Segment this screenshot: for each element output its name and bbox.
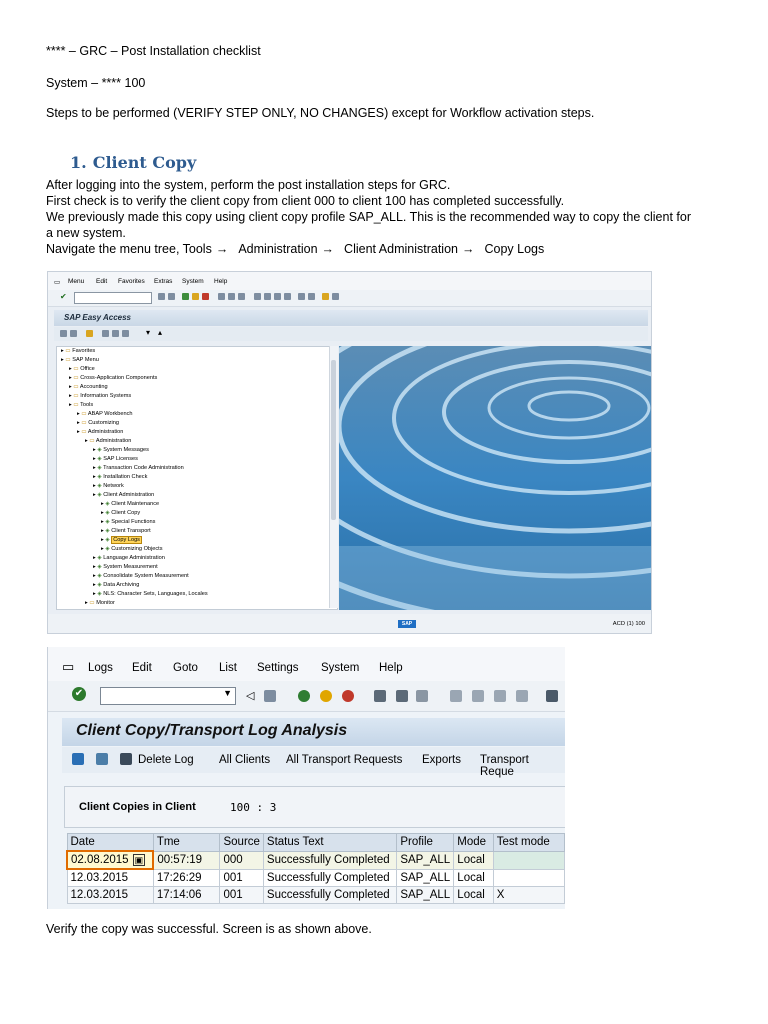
col-date[interactable]: Date [67,834,153,852]
expand-icon[interactable]: ▸ [61,348,66,354]
s1-command-field[interactable] [74,292,152,304]
s1-system-info[interactable]: ACD (1) 100 [612,621,645,627]
tree-node[interactable] [61,356,99,365]
transaction-icon: ◈ [97,564,104,570]
s1-menu-item[interactable]: Edit [96,278,108,285]
client-copies-count: 100 : 3 [230,801,277,814]
s2-command-field[interactable] [100,687,236,705]
folder-icon: ▭ [65,348,73,354]
folder-icon: ▭ [81,411,88,417]
s1-title-bar [54,310,648,326]
expand-icon[interactable]: ▸ [101,528,106,534]
section-heading [70,153,196,172]
transaction-icon: ◈ [97,582,104,588]
transaction-icon: ◈ [97,483,104,489]
cancel-icon[interactable] [202,293,209,300]
find-icon[interactable] [228,293,235,300]
add-favorite-icon[interactable] [102,330,109,337]
table-row[interactable] [67,851,565,869]
tree-node-label: ABAP Workbench [87,411,133,417]
para-3b: a new system. [46,226,126,240]
tree-node[interactable] [101,518,155,527]
table-header-row [67,834,565,852]
col-status[interactable]: Status Text [263,834,396,852]
tree-node-label: Client Maintenance [111,501,160,507]
s1-menu-item[interactable]: Menu [68,278,85,285]
cell-status: Successfully Completed [263,851,396,869]
s2-menu-system[interactable]: System [321,662,360,674]
tree-node-label: Installation Check [103,474,148,480]
expand-icon[interactable]: ▸ [69,393,74,399]
col-source[interactable]: Source [220,834,263,852]
cell-time: 17:14:06 [153,887,220,904]
print-icon[interactable] [374,690,386,702]
transaction-icon: ◈ [105,501,112,507]
expand-icon[interactable]: ▸ [69,366,74,372]
s1-title: SAP Easy Access [64,313,132,322]
transaction-icon: ◈ [105,528,112,534]
cell-test-mode [493,869,564,887]
cell-time: 17:26:29 [153,869,220,887]
s2-menu-settings[interactable]: Settings [257,662,299,674]
tree-node-label: Language Administration [103,555,165,561]
expand-icon[interactable]: ▸ [93,492,98,498]
s1-menu-item[interactable]: Help [214,278,228,285]
tree-node-label: Office [80,366,95,372]
tree-scrollbar[interactable] [329,346,338,608]
cell-date: 12.03.2015 [67,887,153,904]
expand-icon[interactable]: ▸ [101,546,106,552]
expand-icon[interactable]: ▸ [93,456,98,462]
tree-node[interactable] [69,401,93,410]
expand-icon[interactable]: ▸ [101,519,106,525]
tree-node-label: Client Copy [111,510,141,516]
tree-node[interactable] [93,563,158,572]
nav-step-administration: Administration [238,242,318,256]
expand-icon[interactable]: ▸ [93,591,98,597]
para-1: After logging into the system, perform the post installation steps for GRC. [46,178,451,192]
transaction-icon: ◈ [97,573,104,579]
expand-icon[interactable]: ▸ [69,384,74,390]
delete-favorite-icon[interactable] [112,330,119,337]
tree-node-label: Client Transport [111,528,151,534]
expand-icon[interactable]: ▸ [93,573,98,579]
refresh-icon[interactable] [72,753,84,765]
para-3a: We previously made this copy using client copy profile SAP_ALL. This is the recommended way to copy the client for [46,210,691,224]
s2-menu-help[interactable]: Help [379,662,403,674]
help-icon[interactable] [322,293,329,300]
tree-node-label: System Messages [103,447,149,453]
tree-node-label: SAP Menu [72,357,99,363]
verify-note: Verify the copy was successful. Screen is as shown above. [46,922,372,936]
folder-icon: ▭ [65,357,73,363]
user-menu-icon[interactable] [70,330,77,337]
arrow-icon: → [321,242,335,256]
s2-menu-goto[interactable]: Goto [173,662,198,674]
nav-path [46,242,544,257]
cell-profile: SAP_ALL [397,869,454,887]
tree-node-label: Customizing [88,420,119,426]
transport-requests-button[interactable]: Transport Reque [480,754,529,778]
find-next-icon[interactable] [416,690,428,702]
folder-icon: ▭ [73,366,81,372]
new-session-icon[interactable] [546,690,558,702]
value-help-icon[interactable]: ▣ [134,855,144,865]
tree-node-label: Copy Logs [113,537,140,543]
arrow-icon: → [215,242,229,256]
page-icon[interactable] [254,293,261,300]
col-test-mode[interactable]: Test mode [493,834,564,852]
last-page-icon[interactable] [516,690,528,702]
sap-easy-access-screenshot [47,271,652,634]
expand-icon[interactable]: ▸ [93,447,98,453]
back-icon[interactable] [158,293,165,300]
check-icon[interactable]: ✔ [60,292,67,301]
tree-node-label: Client Administration [103,492,155,498]
s2-menu-edit[interactable]: Edit [132,662,152,674]
cell-mode: Local [454,851,493,869]
expand-icon[interactable]: ▸ [85,438,90,444]
expand-icon[interactable]: ▸ [93,483,98,489]
folder-icon: ▭ [89,600,97,606]
tree-node-label: Administration [95,438,132,444]
nav-step-copy-logs: Copy Logs [484,242,545,256]
save-icon[interactable] [168,293,175,300]
s1-window-icon: ▭ [54,279,61,286]
tree-node-label: Accounting [79,384,108,390]
tree-node[interactable] [77,428,123,437]
cell-profile: SAP_ALL [397,887,454,904]
tree-node-label: Favorites [72,348,96,354]
tree-node-label: Monitor [96,600,115,606]
tree-node-label: Information Systems [80,393,132,399]
tree-node[interactable] [69,383,108,392]
s2-window-icon: ▭ [62,659,75,674]
delete-log-button[interactable]: Delete Log [138,754,194,766]
cell-source: 001 [220,869,263,887]
expand-icon[interactable]: ▸ [85,600,90,606]
tree-node[interactable] [93,590,208,599]
page-icon[interactable] [284,293,291,300]
tree-node[interactable] [69,374,157,383]
tree-node[interactable] [93,554,165,563]
sap-logo: SAP [398,620,416,628]
folder-icon: ▭ [73,384,80,390]
s2-menu-bar [48,647,565,681]
exit-icon[interactable] [320,690,332,702]
water-ripple-image [339,346,651,610]
tree-node[interactable] [101,536,142,545]
expand-icon[interactable]: ▸ [93,582,98,588]
tree-node-label: Administration [87,429,124,435]
cell-status: Successfully Completed [263,869,396,887]
para-2: First check is to verify the client copy from client 000 to client 100 has completed successfully. [46,194,565,208]
expand-icon[interactable]: ▸ [77,429,82,435]
s2-title-bar [62,718,565,746]
page-icon[interactable] [264,293,271,300]
s1-menu-item[interactable]: System [182,278,204,285]
exit-icon[interactable] [192,293,199,300]
tree-node-label: NLS: Character Sets, Languages, Locales [103,591,208,597]
col-time[interactable]: Tme [153,834,220,852]
folder-icon: ▭ [81,429,88,435]
cell-date[interactable]: 02.08.2015 ▣ [67,851,153,869]
print-icon[interactable] [218,293,225,300]
transaction-icon: ◈ [97,555,104,561]
cell-mode: Local [454,869,493,887]
arrow-icon: → [462,242,475,256]
tree-node[interactable] [77,419,119,428]
cell-test-mode: X [493,887,564,904]
s2-app-toolbar [62,747,565,778]
expand-icon[interactable]: ▸ [93,555,98,561]
tree-node[interactable] [93,581,139,590]
cancel-icon[interactable] [342,690,354,702]
tree-node-label: Transaction Code Administration [103,465,184,471]
save-icon[interactable] [264,690,276,702]
copy-log-table [66,833,565,904]
nav-back-icon[interactable] [182,293,189,300]
layout-icon[interactable] [332,293,339,300]
s1-app-toolbar [54,327,648,341]
tree-node[interactable] [101,527,151,536]
transaction-icon: ◈ [97,456,104,462]
tree-node[interactable] [69,392,131,401]
expand-icon[interactable]: ▸ [101,537,106,543]
s2-title: Client Copy/Transport Log Analysis [76,722,348,739]
session-icon[interactable] [298,293,305,300]
tree-node-label: Cross-Application Components [80,375,158,381]
expand-icon[interactable]: ▸ [101,501,106,507]
col-profile[interactable]: Profile [397,834,454,852]
s2-toolbar [48,681,565,712]
tree-node-label: Consolidate System Measurement [103,573,189,579]
page-icon[interactable] [274,293,281,300]
s1-menu-item[interactable]: Favorites [118,278,145,285]
transaction-icon: ◈ [97,465,104,471]
tree-node[interactable] [93,572,189,581]
tree-node[interactable] [93,464,184,473]
delete-log-icon[interactable] [120,753,132,765]
expand-icon[interactable]: ▸ [101,510,106,516]
find-icon[interactable] [396,690,408,702]
client-copies-label: Client Copies in Client [79,801,196,813]
steps-note: Steps to be performed (VERIFY STEP ONLY, NO CHANGES) except for Workflow activation steps. [46,106,595,120]
section-title: Client Copy [92,153,197,172]
all-clients-button[interactable]: All Clients [219,754,271,766]
tree-node[interactable] [93,446,149,455]
transaction-icon: ◈ [97,591,104,597]
transaction-icon: ◈ [97,492,104,498]
tree-node-label: Special Functions [111,519,156,525]
folder-icon: ▭ [89,438,96,444]
nav-step-client-admin: Client Administration [344,242,458,256]
find-next-icon[interactable] [238,293,245,300]
tree-node-label: Tools [80,402,94,408]
triangle-up-icon[interactable]: ▴ [158,328,163,337]
transaction-icon: ◈ [105,510,112,516]
cell-time: 00:57:19 [153,851,220,869]
transaction-icon: ◈ [105,519,112,525]
edit-icon[interactable] [122,330,129,337]
expand-icon[interactable]: ▸ [61,357,66,363]
tree-node[interactable] [85,437,131,446]
expand-icon[interactable]: ▸ [93,465,98,471]
transaction-icon: ◈ [105,546,112,552]
system-line: System – **** 100 [46,76,146,90]
tree-node[interactable] [101,545,163,554]
next-page-icon[interactable] [494,690,506,702]
nav-back-icon[interactable] [298,690,310,702]
menu-icon[interactable] [60,330,67,337]
section-number: 1. [70,153,87,172]
expand-icon[interactable]: ▸ [93,564,98,570]
first-page-icon[interactable] [450,690,462,702]
expand-icon[interactable]: ▸ [77,411,82,417]
folder-icon: ▭ [73,375,81,381]
triangle-down-icon[interactable]: ▾ [146,328,151,337]
s1-menu-item[interactable]: Extras [154,278,173,285]
folder-icon: ▭ [73,393,81,399]
transaction-icon: ◈ [105,537,112,543]
cell-source: 000 [220,851,263,869]
expand-icon[interactable]: ▸ [93,474,98,480]
tree-node[interactable] [93,473,147,482]
dropdown-icon[interactable]: ▼ [223,688,232,698]
tree-node[interactable] [61,347,95,356]
menu-tree [56,346,338,610]
cell-test-mode [493,851,564,869]
s2-menu-logs[interactable]: Logs [88,662,113,674]
exports-button[interactable]: Exports [422,754,461,766]
tree-node[interactable] [93,491,154,500]
tree-node[interactable] [101,500,159,509]
folder-icon: ▭ [81,420,89,426]
nav-step-tools: Navigate the menu tree, Tools [46,242,212,256]
tree-node[interactable] [93,482,124,491]
expand-icon[interactable]: ▸ [69,375,74,381]
all-transport-requests-button[interactable]: All Transport Requests [286,754,403,766]
tree-node-label: Customizing Objects [111,546,163,552]
table-row[interactable] [67,887,565,904]
doc-title: **** – GRC – Post Installation checklist [46,44,261,58]
tree-node[interactable] [77,410,132,419]
expand-icon[interactable]: ▸ [69,402,74,408]
transaction-icon: ◈ [97,474,104,480]
tree-node[interactable] [101,509,140,518]
tree-node-label: SAP Licenses [103,456,138,462]
cell-mode: Local [454,887,493,904]
log-analysis-screenshot [47,647,565,909]
s1-status-bar [48,614,651,633]
tree-node[interactable] [93,455,138,464]
s2-menu-list[interactable]: List [219,662,237,674]
cell-source: 001 [220,887,263,904]
client-copies-header [64,786,565,828]
check-icon[interactable]: ✔ [72,687,86,701]
shortcut-icon[interactable] [308,293,315,300]
cell-profile: SAP_ALL [397,851,454,869]
tree-node[interactable] [69,365,95,374]
prev-page-icon[interactable] [472,690,484,702]
table-row[interactable] [67,869,565,887]
cell-status: Successfully Completed [263,887,396,904]
col-mode[interactable]: Mode [454,834,493,852]
tree-node-label: Network [103,483,124,489]
tree-node-label: Data Archiving [103,582,140,588]
tree-node-label: System Measurement [103,564,158,570]
expand-icon[interactable]: ▸ [77,420,82,426]
details-icon[interactable] [96,753,108,765]
folder-icon[interactable] [86,330,93,337]
s1-toolbar [48,290,651,307]
cell-date: 12.03.2015 [67,869,153,887]
folder-icon: ▭ [73,402,81,408]
s1-menu-bar [48,272,651,290]
tree-node[interactable] [85,599,115,608]
back-icon[interactable]: ◁ [246,690,255,702]
transaction-icon: ◈ [97,447,104,453]
